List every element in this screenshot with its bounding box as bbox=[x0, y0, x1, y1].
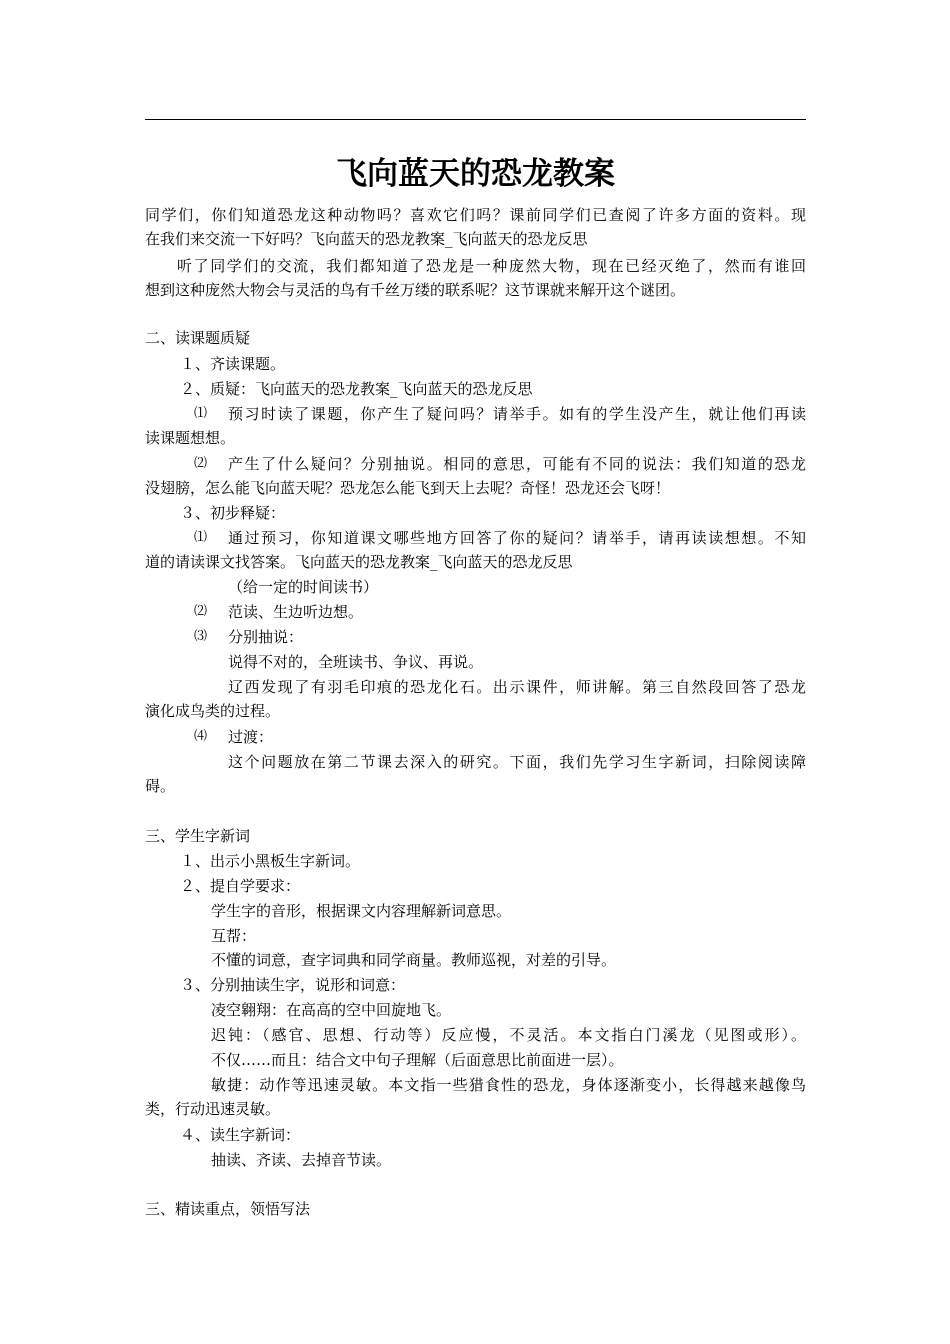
section-3-step-2-line-c: 不懂的词意，查字词典和同学商量。教师巡视，对差的引导。 bbox=[211, 951, 617, 969]
section-2-subitem-4-text: 过渡： bbox=[228, 728, 274, 746]
section-3-step-2-line-b: 互帮： bbox=[211, 927, 257, 945]
intro-line-1: 同学们，你们知道恐龙这种动物吗？喜欢它们吗？课前同学们已查阅了许多方面的资料。现 bbox=[145, 206, 806, 224]
section-2-subitem-3-line-b: 辽西发现了有羽毛印痕的恐龙化石。出示课件，师讲解。第三自然段回答了恐龙 bbox=[228, 678, 806, 696]
section-2-subitem-4-line-b: 碍。 bbox=[145, 777, 176, 795]
section-3-step-3-line-a: 凌空翱翔：在高高的空中回旋地飞。 bbox=[211, 1001, 452, 1019]
section-2-subitem-4-line-a: 这个问题放在第二节课去深入的研究。下面，我们先学习生字新词，扫除阅读障 bbox=[228, 753, 806, 771]
section-2-step-1: １、齐读课题。 bbox=[180, 355, 286, 373]
section-2-item-1-number: ⑴ bbox=[194, 406, 208, 421]
section-3-step-3-line-c: 不仅……而且：结合文中句子理解（后面意思比前面进一层）。 bbox=[211, 1051, 624, 1069]
section-3-step-4: ４、读生字新词： bbox=[180, 1126, 301, 1144]
document-title: 飞向蓝天的恐龙教案 bbox=[336, 156, 615, 192]
section-3-step-3-line-e: 类，行动迅速灵敏。 bbox=[145, 1100, 281, 1118]
section-3-heading: 三、学生字新词 bbox=[145, 827, 251, 845]
section-2-subitem-3-number: ⑶ bbox=[194, 629, 208, 644]
intro-line-3: 听了同学们的交流，我们都知道了恐龙是一种庞然大物，现在已经灭绝了，然而有谁回 bbox=[177, 257, 806, 275]
section-4-heading: 三、精读重点，领悟写法 bbox=[145, 1200, 311, 1218]
section-2-step-3: ３、初步释疑： bbox=[180, 504, 286, 522]
section-3-step-1: １、出示小黑板生字新词。 bbox=[180, 852, 361, 870]
section-3-step-2: ２、提自学要求： bbox=[180, 877, 301, 895]
section-2-step-2: ２、质疑：飞向蓝天的恐龙教案_飞向蓝天的恐龙反思 bbox=[180, 380, 533, 398]
section-2-heading: 二、读课题质疑 bbox=[145, 329, 251, 347]
section-3-step-2-line-a: 学生字的音形，根据课文内容理解新词意思。 bbox=[211, 902, 512, 920]
header-rule bbox=[145, 119, 806, 120]
section-2-subitem-2-text: 范读、生边听边想。 bbox=[228, 603, 364, 621]
section-2-item-1-line-2: 读课题想想。 bbox=[145, 429, 236, 447]
section-2-subitem-1-line-1: 通过预习，你知道课文哪些地方回答了你的疑问？请举手，请再读读想想。不知 bbox=[228, 529, 806, 547]
section-3-step-3-line-b: 迟钝：（感官、思想、行动等）反应慢，不灵活。本文指白门溪龙（见图或形）。 bbox=[211, 1026, 806, 1044]
section-3-step-4-line-a: 抽读、齐读、去掉音节读。 bbox=[211, 1151, 392, 1169]
section-2-subitem-1-number: ⑴ bbox=[194, 530, 208, 545]
section-2-item-2-number: ⑵ bbox=[194, 456, 208, 471]
section-2-subitem-4-number: ⑷ bbox=[194, 729, 208, 744]
section-2-subitem-1-line-2: 道的请读课文找答案。飞向蓝天的恐龙教案_飞向蓝天的恐龙反思 bbox=[145, 553, 573, 571]
section-2-item-2-line-2: 没翅膀，怎么能飞向蓝天呢？恐龙怎么能飞到天上去呢？奇怪！恐龙还会飞呀！ bbox=[145, 479, 671, 497]
section-2-subitem-3-line-c: 演化成鸟类的过程。 bbox=[145, 702, 281, 720]
section-2-subitem-3-line-a: 说得不对的，全班读书、争议、再说。 bbox=[228, 653, 484, 671]
section-2-item-2-line-1: 产生了什么疑问？分别抽说。相同的意思，可能有不同的说法：我们知道的恐龙 bbox=[228, 455, 806, 473]
intro-line-2: 在我们来交流一下好吗？飞向蓝天的恐龙教案_飞向蓝天的恐龙反思 bbox=[145, 230, 588, 248]
section-2-subitem-2-number: ⑵ bbox=[194, 604, 208, 619]
section-2-subitem-3-text: 分别抽说： bbox=[228, 628, 304, 646]
intro-line-4: 想到这种庞然大物会与灵活的鸟有千丝万缕的联系呢？这节课就来解开这个谜团。 bbox=[145, 281, 686, 299]
section-2-subitem-1-note: （给一定的时间读书） bbox=[228, 578, 379, 596]
section-3-step-3-line-d: 敏捷：动作等迅速灵敏。本文指一些猎食性的恐龙，身体逐渐变小，长得越来越像鸟 bbox=[211, 1076, 806, 1094]
section-2-item-1-line-1: 预习时读了课题，你产生了疑问吗？请举手。如有的学生没产生，就让他们再读 bbox=[228, 405, 806, 423]
section-3-step-3: ３、分别抽读生字，说形和词意： bbox=[180, 976, 406, 994]
